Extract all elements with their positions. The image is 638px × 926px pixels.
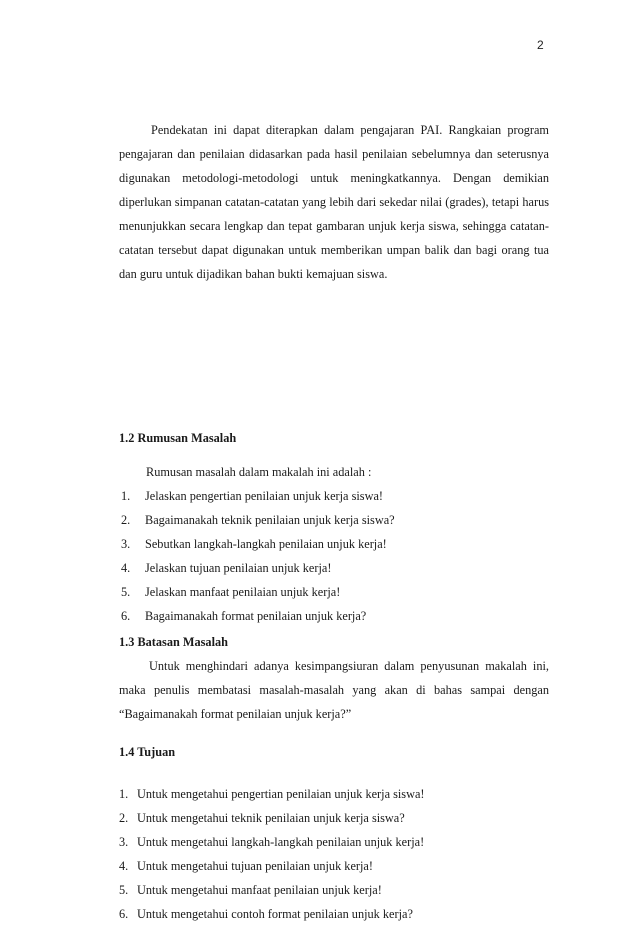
section-rumusan-masalah (119, 426, 549, 628)
list-item: 2. Untuk mengetahui teknik penilaian unjuk kerja siswa? (119, 811, 405, 825)
section-heading: 1.4 Tujuan (119, 745, 176, 759)
section-heading: 1.3 Batasan Masalah (119, 635, 228, 649)
section-paragraph: Untuk menghindari adanya kesimpangsiuran dalam penyusunan makalah ini, maka penulis membatasi masalah-masalah yang akan di bahas sampai dengan “Bagaimanakah format penilaian unjuk kerja?” (119, 659, 549, 721)
tujuan-list (119, 782, 549, 926)
list-item: 1. Jelaskan pengertian penilaian unjuk kerja siswa! (121, 489, 383, 503)
list-item: 2. Bagaimanakah teknik penilaian unjuk kerja siswa? (121, 513, 395, 527)
list-item: 4. Untuk mengetahui tujuan penilaian unjuk kerja! (119, 859, 373, 873)
section-heading: 1.2 Rumusan Masalah (119, 431, 237, 445)
section-intro: Rumusan masalah dalam makalah ini adalah : (146, 465, 372, 479)
list-item: 4. Jelaskan tujuan penilaian unjuk kerja! (121, 561, 332, 575)
document-body (119, 118, 549, 921)
list-item: 3. Sebutkan langkah-langkah penilaian unjuk kerja! (121, 537, 387, 551)
list-item: 6. Untuk mengetahui contoh format penilaian unjuk kerja? (119, 907, 413, 921)
list-item: 1. Untuk mengetahui pengertian penilaian unjuk kerja siswa! (119, 787, 425, 801)
rumusan-list (119, 484, 549, 628)
section-batasan-masalah (119, 630, 549, 726)
section-tujuan (119, 740, 549, 926)
list-item: 5. Untuk mengetahui manfaat penilaian unjuk kerja! (119, 883, 382, 897)
page-number: 2 (537, 38, 544, 52)
list-item: 3. Untuk mengetahui langkah-langkah penilaian unjuk kerja! (119, 835, 425, 849)
intro-paragraph: Pendekatan ini dapat diterapkan dalam pengajaran PAI. Rangkaian program pengajaran dan penilaian didasarkan pada hasil penilaian sebelumnya dan seterusnya digunakan metodologi-metodologi untuk meningkatkannya. Dengan demikian diperlukan simpanan catatan-catatan yang lebih dari sekedar nilai (grades), tetapi harus menunjukkan secara lengkap dan tepat gambaran unjuk kerja siswa, sehingga catatan-catatan tersebut dapat digunakan untuk memberikan umpan balik dan bagi orang tua dan guru untuk dijadikan bahan bukti kemajuan siswa. (119, 123, 549, 281)
list-item: 5. Jelaskan manfaat penilaian unjuk kerja! (121, 585, 341, 599)
list-item: 6. Bagaimanakah format penilaian unjuk kerja? (121, 609, 367, 623)
